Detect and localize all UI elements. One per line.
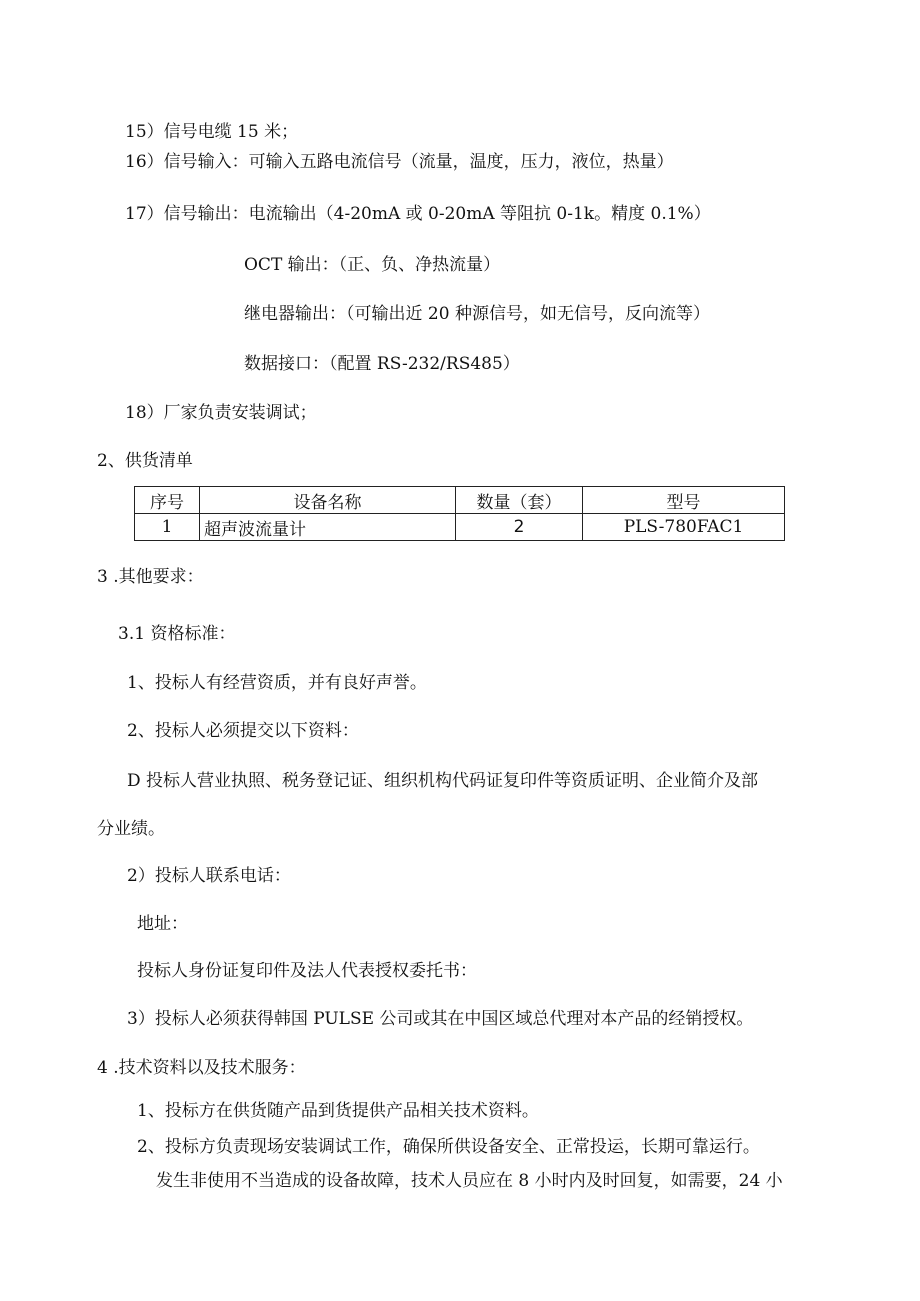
requirement-2-item-2: 2）投标人联系电话： bbox=[127, 866, 291, 886]
item-15: 15）信号电缆 15 米； bbox=[125, 122, 299, 142]
cell-seq: 1 bbox=[135, 514, 200, 541]
cell-model: PLS-780FAC1 bbox=[583, 514, 785, 541]
item-16: 16）信号输入：可输入五路电流信号（流量，温度，压力，液位，热量） bbox=[125, 152, 674, 172]
header-device-name: 设备名称 bbox=[200, 487, 456, 514]
requirement-2-item-1: D 投标人营业执照、税务登记证、组织机构代码证复印件等资质证明、企业简介及部 bbox=[127, 771, 759, 791]
supply-table bbox=[134, 486, 785, 541]
table-header-row bbox=[135, 487, 785, 514]
item-data-port: 数据接口：（配置 RS-232/RS485） bbox=[244, 354, 520, 374]
header-quantity: 数量（套） bbox=[456, 487, 583, 514]
section-4-heading: 4 .技术资料以及技术服务： bbox=[97, 1058, 306, 1078]
item-relay-output: 继电器输出：（可输出近 20 种源信号，如无信号，反向流等） bbox=[244, 304, 710, 324]
service-2: 2、投标方负责现场安装调试工作，确保所供设备安全、正常投运，长期可靠运行。 bbox=[137, 1137, 760, 1157]
requirement-2: 2、投标人必须提交以下资料： bbox=[127, 721, 359, 741]
table-row bbox=[135, 514, 785, 541]
item-18: 18）厂家负责安装调试； bbox=[125, 403, 317, 423]
service-2-cont: 发生非使用不当造成的设备故障，技术人员应在 8 小时内及时回复，如需要，24 小 bbox=[156, 1171, 783, 1191]
requirement-2-item-1-cont: 分业绩。 bbox=[97, 819, 165, 839]
service-1: 1、投标方在供货随产品到货提供产品相关技术资料。 bbox=[137, 1101, 539, 1121]
id-copy-item: 投标人身份证复印件及法人代表授权委托书： bbox=[137, 961, 477, 981]
address-label: 地址： bbox=[137, 914, 188, 934]
header-model: 型号 bbox=[583, 487, 785, 514]
item-17: 17）信号输出：电流输出（4-20mA 或 0-20mA 等阻抗 0-1k。精度 0.1%） bbox=[125, 204, 711, 224]
header-seq: 序号 bbox=[135, 487, 200, 514]
item-oct-output: OCT 输出：（正、负、净热流量） bbox=[244, 255, 501, 275]
section-3-1-heading: 3.1 资格标准： bbox=[118, 624, 236, 644]
section-3-heading: 3 .其他要求： bbox=[97, 567, 204, 587]
cell-quantity: 2 bbox=[456, 514, 583, 541]
requirement-2-item-3: 3）投标人必须获得韩国 PULSE 公司或其在中国区域总代理对本产品的经销授权。 bbox=[127, 1009, 754, 1029]
section-2-heading: 2、供货清单 bbox=[97, 451, 193, 471]
requirement-1: 1、投标人有经营资质，并有良好声誉。 bbox=[127, 673, 427, 693]
cell-device-name: 超声波流量计 bbox=[200, 514, 456, 541]
